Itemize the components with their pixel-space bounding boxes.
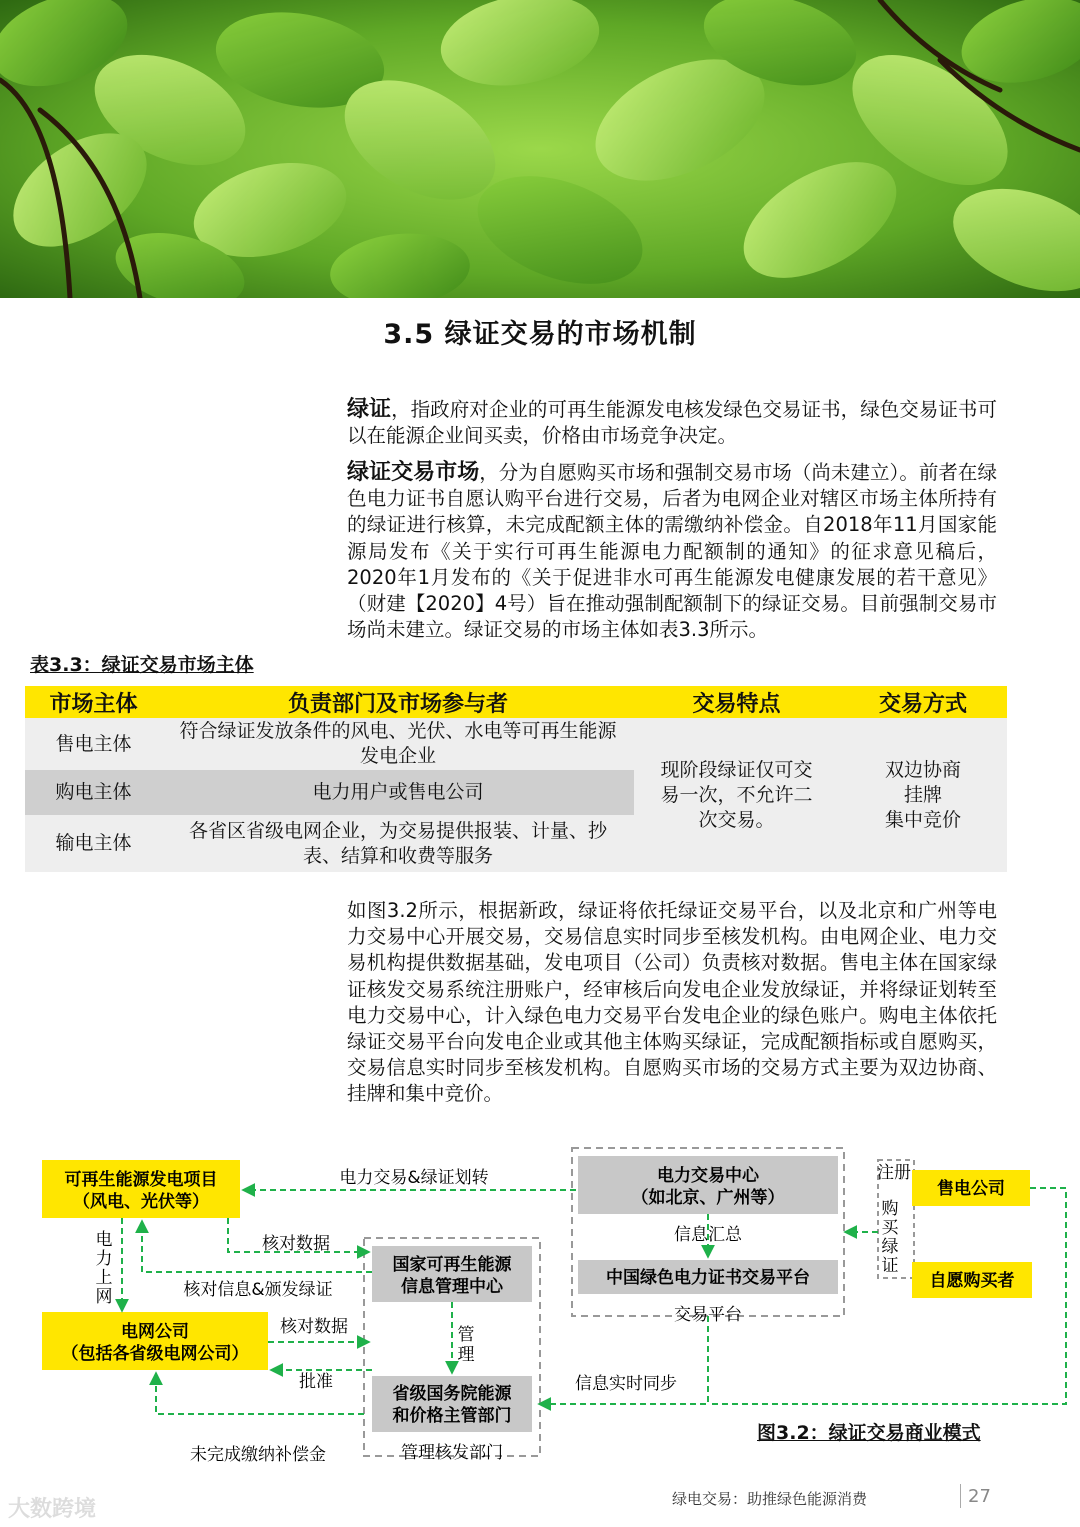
- footer-divider: [960, 1484, 961, 1508]
- paragraph-figure-explanation: 如图3.2所示，根据新政，绿证将依托绿证交易平台，以及北京和广州等电力交易中心开展交易，交易信息实时同步至核发机构。由电网企业、电力交易机构提供数据基础，发电项目（公司）负责核对数据。售电主体在国家绿证核发交易系统注册账户，经审核后向发电企业发放绿证，并将绿证划转至电力交易中心，计入绿色电力交易平台发电企业的绿色账户。购电主体依托绿证交易平台向发电企业或其他主体购买绿证，完成配额指标或自愿购买，交易信息实时同步至核发机构。自愿购买市场的交易方式主要为双边协商、挂牌和集中竞价。: [347, 899, 997, 1106]
- exchange-center-label-2: （如北京、广州等）: [631, 1188, 785, 1208]
- term-green-certificate-market: 绿证交易市场: [347, 460, 480, 485]
- table-cell-subject-seller: 售电主体: [55, 732, 132, 755]
- provincial-dept-label-1: 省级国务院能源: [392, 1384, 512, 1404]
- table-cell-subject-transmission: 输电主体: [55, 832, 132, 854]
- term-green-certificate: 绿证: [347, 397, 392, 422]
- paragraph-green-certificate: [347, 397, 997, 449]
- method-bilateral: 双边协商: [884, 758, 961, 781]
- table-cell-feature: 现阶段绿证仅可交易一次，不允许二次交易。: [660, 758, 813, 831]
- label-check-issue: 核对信息&颁发绿证: [183, 1280, 333, 1300]
- table-caption: 表3.3：绿证交易市场主体: [30, 654, 254, 676]
- renewable-project-label-1: 可再生能源发电项目: [64, 1170, 218, 1190]
- table-header-method: 交易方式: [839, 686, 1007, 718]
- page-number: 27: [968, 1486, 991, 1507]
- label-trade-platform: 交易平台: [674, 1305, 742, 1325]
- label-check-data-2: 核对数据: [280, 1317, 348, 1337]
- grid-company-label-1: 电网公司: [121, 1322, 189, 1342]
- label-manage: 管理: [457, 1325, 475, 1365]
- renewable-project-label-2: （风电、光伏等）: [73, 1192, 209, 1212]
- table-cell-participants-transmission: 各省区省级电网企业，为交易提供报装、计量、抄表、结算和收费等服务: [188, 819, 607, 867]
- table-cell-subject-buyer: 购电主体: [55, 781, 132, 803]
- paragraph-text: ，指政府对企业的可再生能源发电核发绿色交易证书，绿色交易证书可以在能源企业间买卖，价格由市场竞争决定。: [347, 398, 997, 448]
- voluntary-buyer-label: 自愿购买者: [929, 1271, 1015, 1291]
- label-register: 注册: [877, 1163, 911, 1183]
- method-listing: 挂牌: [903, 783, 942, 806]
- method-bidding: 集中竞价: [884, 808, 961, 831]
- label-info-summary: 信息汇总: [674, 1225, 742, 1245]
- grid-company-label-2: （包括各省级电网公司）: [61, 1344, 249, 1364]
- market-subject-table: [25, 686, 1007, 872]
- label-grid-up: 电力上网: [95, 1230, 113, 1307]
- label-approve: 批准: [299, 1372, 333, 1392]
- table-cell-methods: [839, 718, 1007, 872]
- paragraph-text: ，分为自愿购买市场和强制交易市场（尚未建立）。前者在绿色电力证书自愿认购平台进行交易，后者为电网企业对辖区市场主体所持有的绿证进行核算，未完成配额主体的需缴纳补偿金。自2018年11月国家能源局发布《关于实行可再生能源电力配额制的通知》的征求意见稿后，2020年1月发布的《关于促进非水可再生能源发电健康发展的若干意见》（财建【2020】4号）旨在推动强制配额制下的绿证交易。目前强制交易市场尚未建立。绿证交易的市场主体如表3.3所示。: [347, 461, 997, 642]
- footer-title: 绿电交易：助推绿色能源消费: [672, 1490, 868, 1508]
- section-title: 3.5 绿证交易的市场机制: [383, 319, 697, 350]
- green-platform-label: 中国绿色电力证书交易平台: [606, 1268, 810, 1288]
- table-header-subject: 市场主体: [25, 686, 162, 718]
- label-check-data-1: 核对数据: [262, 1234, 330, 1254]
- label-sync: 信息实时同步: [575, 1374, 677, 1394]
- exchange-center-label-1: 电力交易中心: [657, 1166, 759, 1186]
- table-cell-participants-seller: 符合绿证发放条件的风电、光伏、水电等可再生能源发电企业: [179, 720, 617, 767]
- hero-leaves-image: [0, 0, 1080, 298]
- label-buy-cert: 购买绿证: [881, 1199, 899, 1276]
- provincial-dept-label-2: 和价格主管部门: [392, 1406, 512, 1426]
- national-center-label-2: 信息管理中心: [401, 1277, 503, 1297]
- paragraph-green-certificate-market: [347, 460, 997, 643]
- watermark-logo: 大数跨境: [8, 1497, 97, 1522]
- arrow-check-issue: [142, 1222, 372, 1272]
- national-center-label-1: 国家可再生能源: [392, 1255, 512, 1275]
- table-header-participants: 负责部门及市场参与者: [162, 686, 634, 718]
- table-cell-participants-buyer: 电力用户或售电公司: [312, 781, 484, 803]
- retail-company-label: 售电公司: [937, 1179, 1005, 1199]
- table-header-feature: 交易特点: [634, 686, 839, 718]
- label-issue-dept: 管理核发部门: [401, 1443, 503, 1463]
- label-trade-transfer: 电力交易&绿证划转: [339, 1168, 489, 1188]
- figure-caption: 图3.2：绿证交易商业模式: [757, 1422, 981, 1444]
- label-unpaid: 未完成缴纳补偿金: [190, 1445, 326, 1465]
